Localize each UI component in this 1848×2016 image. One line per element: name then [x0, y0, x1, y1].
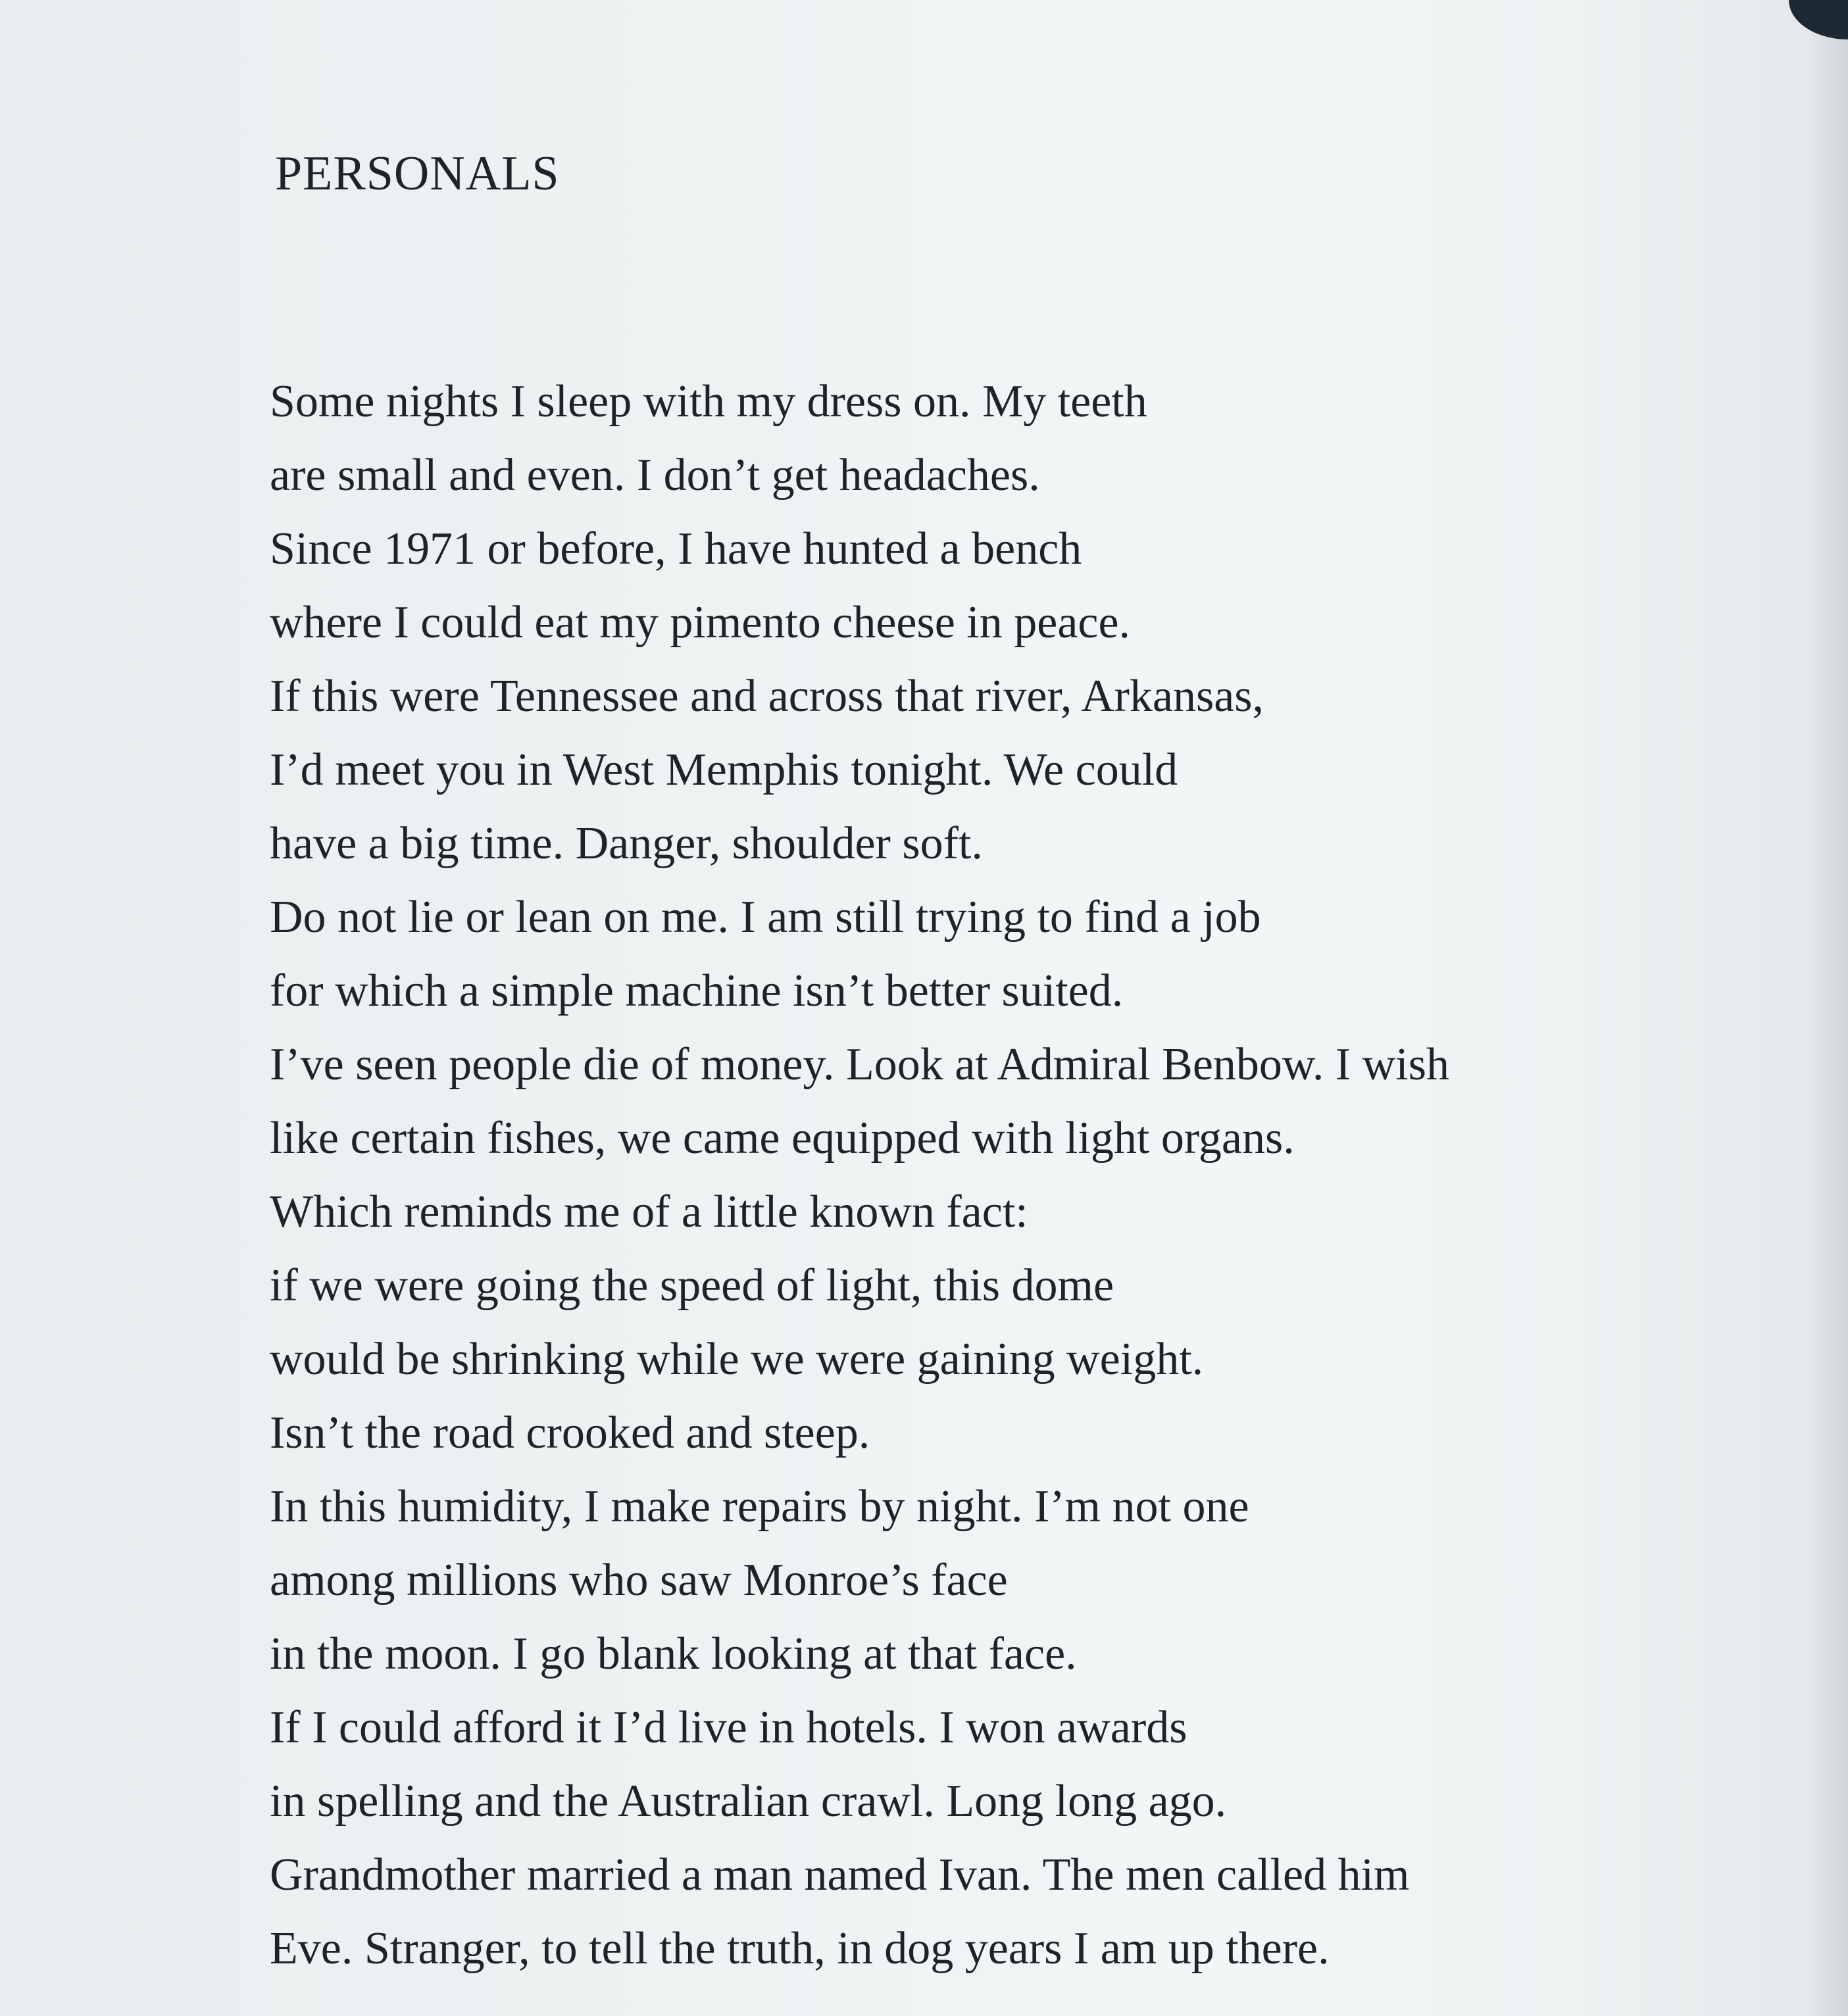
poem-body	[270, 365, 1783, 1986]
poem-line: I’ve seen people die of money. Look at Admiral Benbow. I wish	[270, 1039, 1449, 1090]
poem-line: like certain fishes, we came equipped with light organs.	[270, 1113, 1295, 1164]
poem-line: would be shrinking while we were gaining weight.	[270, 1334, 1204, 1385]
poem-line: Grandmother married a man named Ivan. The men called him	[270, 1850, 1410, 1900]
poem-line: are small and even. I don’t get headaches.	[270, 450, 1040, 501]
book-cover-corner	[1789, 0, 1848, 39]
poem-line: where I could eat my pimento cheese in peace.	[270, 597, 1131, 648]
poem-line: for which a simple machine isn’t better suited.	[270, 966, 1124, 1016]
poem-line: Isn’t the road crooked and steep.	[270, 1408, 870, 1458]
page-edge-shadow	[1809, 0, 1848, 2016]
poem-line: in the moon. I go blank looking at that face.	[270, 1629, 1077, 1679]
poem-line: Since 1971 or before, I have hunted a bench	[270, 524, 1082, 574]
poem-line: If this were Tennessee and across that river, Arkansas,	[270, 671, 1264, 722]
poem-line: have a big time. Danger, shoulder soft.	[270, 818, 983, 869]
poem-line: If I could afford it I’d live in hotels. I won awards	[270, 1702, 1187, 1753]
poem-line: in spelling and the Australian crawl. Long long ago.	[270, 1776, 1227, 1827]
poem-line: Some nights I sleep with my dress on. My teeth	[270, 376, 1147, 427]
poem-line: among millions who saw Monroe’s face	[270, 1555, 1008, 1606]
poem-line: In this humidity, I make repairs by night. I’m not one	[270, 1481, 1249, 1532]
poem-line: if we were going the speed of light, this dome	[270, 1260, 1114, 1311]
poem-line: Do not lie or lean on me. I am still trying to find a job	[270, 892, 1261, 943]
poem-line: Which reminds me of a little known fact:	[270, 1187, 1028, 1237]
poem-title: PERSONALS	[275, 147, 560, 201]
poem-line: Eve. Stranger, to tell the truth, in dog years I am up there.	[270, 1923, 1330, 1974]
poem-line: I’d meet you in West Memphis tonight. We could	[270, 745, 1178, 795]
